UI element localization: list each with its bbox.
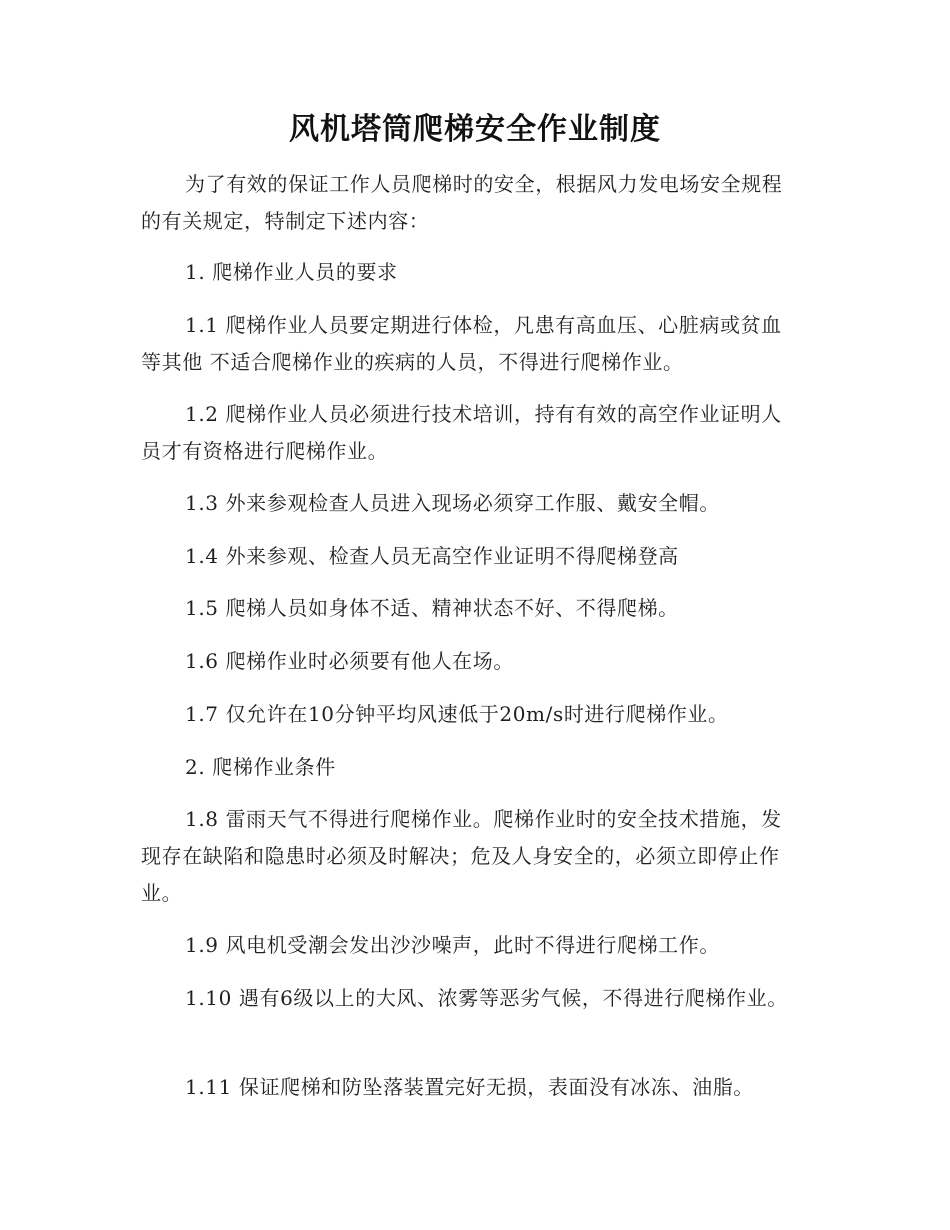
- clause-1-7: 1.7 仅允许在10分钟平均风速低于20m/s时进行爬梯作业。: [185, 702, 729, 726]
- clause-1-3: 1.3 外来参观检查人员进入现场必须穿工作服、戴安全帽。: [185, 491, 720, 515]
- clause-1-8: 1.8 雷雨天气不得进行爬梯作业。爬梯作业时的安全技术措施，发现存在缺陷和隐患时必须及时解决；危及人身安全的，必须立即停止作业。: [141, 807, 782, 905]
- section-heading-2: 2. 爬梯作业条件: [185, 755, 336, 779]
- section-heading-1: 1. 爬梯作业人员的要求: [185, 260, 398, 284]
- clause-1-1: 1.1 爬梯作业人员要定期进行体检，凡患有高血压、心脏病或贫血等其他 不适合爬梯作业的疾病的人员，不得进行爬梯作业。: [141, 313, 782, 374]
- clause-1-9: 1.9 风电机受潮会发出沙沙噪声，此时不得进行爬梯工作。: [185, 933, 720, 957]
- clause-1-2: 1.2 爬梯作业人员必须进行技术培训，持有有效的高空作业证明人员才有资格进行爬梯作业。: [141, 402, 782, 463]
- document-title: 风机塔筒爬梯安全作业制度: [289, 112, 661, 147]
- clause-1-5: 1.5 爬梯人员如身体不适、精神状态不好、不得爬梯。: [185, 596, 679, 620]
- intro-paragraph: 为了有效的保证工作人员爬梯时的安全，根据风力发电场安全规程的有关规定，特制定下述内容：: [141, 172, 783, 233]
- clause-1-11: 1.11 保证爬梯和防坠落装置完好无损，表面没有冰冻、油脂。: [185, 1075, 754, 1099]
- clause-1-6: 1.6 爬梯作业时必须要有他人在场。: [185, 649, 514, 673]
- clause-1-4: 1.4 外来参观、检查人员无高空作业证明不得爬梯登高: [185, 544, 679, 568]
- clause-1-10: 1.10 遇有6级以上的大风、浓雾等恶劣气候，不得进行爬梯作业。: [185, 986, 788, 1010]
